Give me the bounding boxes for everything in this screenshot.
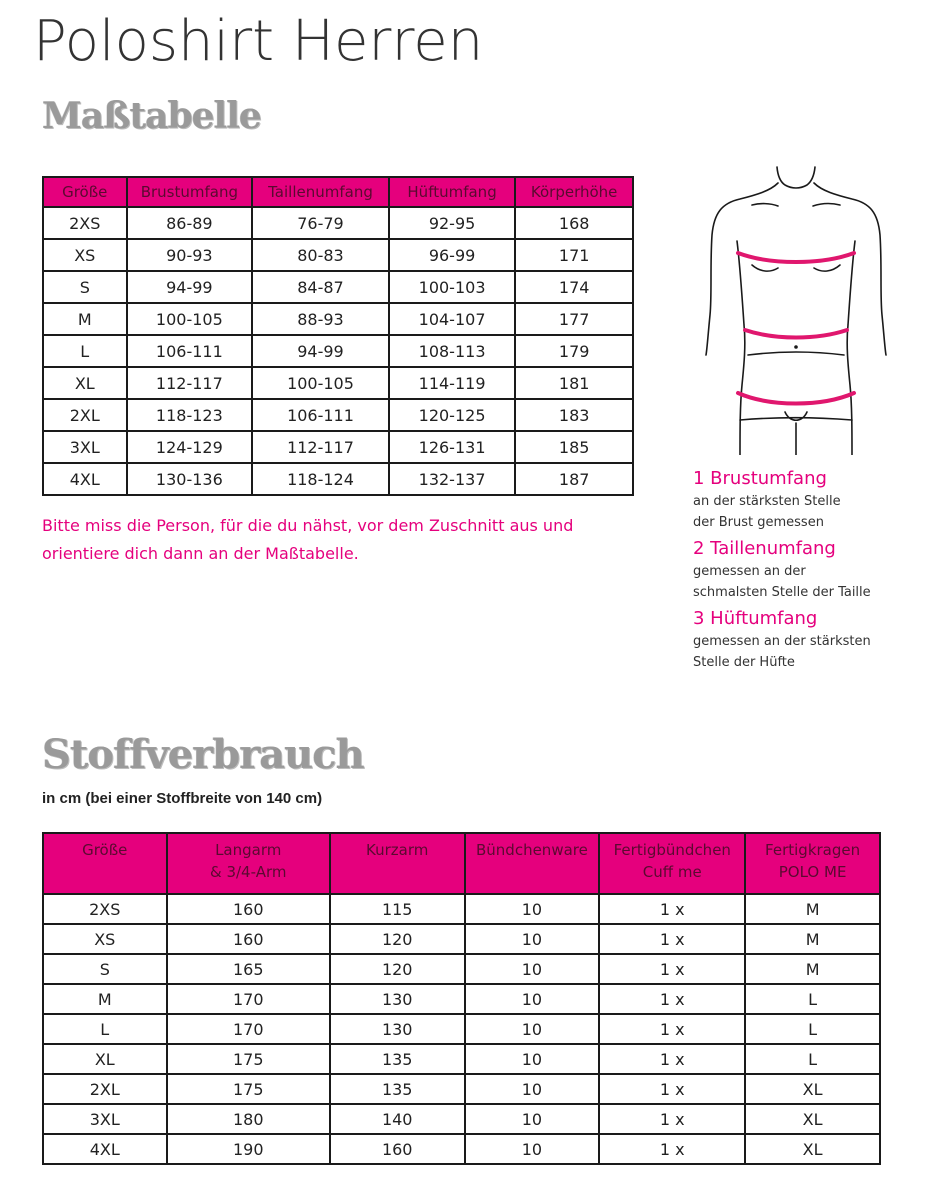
table-cell: 4XL [43, 1134, 167, 1164]
page-title: Poloshirt Herren [33, 9, 484, 74]
table-cell: 94-99 [252, 335, 389, 367]
table-row [43, 367, 633, 399]
table-row [43, 239, 633, 271]
table-cell: 170 [167, 1014, 330, 1044]
waist-measure-line [745, 330, 847, 338]
column-header [43, 833, 167, 894]
table-row [43, 954, 880, 984]
navel [794, 345, 798, 349]
column-header: Größe [43, 177, 127, 207]
table-cell: 10 [465, 1104, 600, 1134]
column-header [167, 833, 330, 894]
fabric-table-header-row [43, 833, 880, 894]
table-cell: L [43, 335, 127, 367]
table-cell: 1 x [599, 1014, 745, 1044]
table-cell: 92-95 [389, 207, 516, 239]
table-row [43, 984, 880, 1014]
table-row [43, 431, 633, 463]
table-cell: 130 [330, 984, 465, 1014]
column-header: Hüftumfang [389, 177, 516, 207]
table-cell: 130-136 [127, 463, 253, 495]
table-cell: 76-79 [252, 207, 389, 239]
table-cell: 168 [515, 207, 633, 239]
table-cell: 3XL [43, 431, 127, 463]
table-cell: M [43, 303, 127, 335]
legend-desc-line: der Brust gemessen [693, 515, 824, 530]
table-row [43, 1104, 880, 1134]
table-cell: 96-99 [389, 239, 516, 271]
fabric-usage-subnote: in cm (bei einer Stoffbreite von 140 cm) [42, 790, 323, 807]
body-measurement-figure [690, 155, 920, 455]
table-cell: 174 [515, 271, 633, 303]
table-cell: 185 [515, 431, 633, 463]
table-cell: 100-103 [389, 271, 516, 303]
table-cell: 2XS [43, 894, 167, 924]
table-cell: 140 [330, 1104, 465, 1134]
table-row [43, 463, 633, 495]
column-header [465, 833, 600, 894]
table-cell: 175 [167, 1074, 330, 1104]
table-cell: 112-117 [252, 431, 389, 463]
table-cell: L [745, 1044, 880, 1074]
column-header-line: POLO ME [778, 863, 847, 881]
table-cell: 118-123 [127, 399, 253, 431]
table-row [43, 335, 633, 367]
table-cell: 132-137 [389, 463, 516, 495]
table-cell: 104-107 [389, 303, 516, 335]
table-row [43, 207, 633, 239]
table-cell: 94-99 [127, 271, 253, 303]
table-cell: 4XL [43, 463, 127, 495]
table-row [43, 924, 880, 954]
table-cell: 10 [465, 924, 600, 954]
legend-desc-line: gemessen an der stärksten [693, 634, 871, 649]
legend-title: 1 Brustumfang [693, 468, 827, 489]
table-cell: M [745, 894, 880, 924]
table-row [43, 1044, 880, 1074]
size-chart-header-row [43, 177, 633, 207]
table-cell: 177 [515, 303, 633, 335]
legend-title: 3 Hüftumfang [693, 608, 818, 629]
table-cell: L [43, 1014, 167, 1044]
column-header: Taillenumfang [252, 177, 389, 207]
table-cell: 171 [515, 239, 633, 271]
table-cell: 2XL [43, 399, 127, 431]
size-chart-table [42, 176, 634, 496]
table-cell: XL [745, 1074, 880, 1104]
table-cell: 124-129 [127, 431, 253, 463]
table-cell: 1 x [599, 984, 745, 1014]
table-cell: 187 [515, 463, 633, 495]
table-cell: 165 [167, 954, 330, 984]
table-cell: 175 [167, 1044, 330, 1074]
column-header: Körperhöhe [515, 177, 633, 207]
table-cell: M [43, 984, 167, 1014]
table-cell: 160 [167, 924, 330, 954]
table-row [43, 1134, 880, 1164]
table-cell: XS [43, 239, 127, 271]
legend-desc-line: gemessen an der [693, 564, 806, 579]
column-header-line: Fertigkragen [765, 841, 861, 859]
legend-desc-line: an der stärksten Stelle [693, 494, 841, 509]
table-cell: 190 [167, 1134, 330, 1164]
table-cell: 84-87 [252, 271, 389, 303]
column-header: Brustumfang [127, 177, 253, 207]
size-chart-heading: Maßtabelle [42, 95, 261, 137]
table-cell: 10 [465, 1074, 600, 1104]
table-cell: 100-105 [252, 367, 389, 399]
table-cell: 135 [330, 1074, 465, 1104]
table-cell: 170 [167, 984, 330, 1014]
table-cell: S [43, 954, 167, 984]
table-cell: 120 [330, 924, 465, 954]
chest-measure-line [738, 253, 854, 262]
table-cell: 126-131 [389, 431, 516, 463]
table-cell: 130 [330, 1014, 465, 1044]
legend-desc-line: Stelle der Hüfte [693, 655, 795, 670]
measure-instruction-line-2: orientiere dich dann an der Maßtabelle. [42, 544, 359, 563]
table-cell: 160 [167, 894, 330, 924]
table-cell: XS [43, 924, 167, 954]
fabric-usage-heading: Stoffverbrauch [42, 731, 364, 778]
table-cell: 86-89 [127, 207, 253, 239]
column-header-line: Fertigbündchen [613, 841, 731, 859]
table-cell: 1 x [599, 924, 745, 954]
measurement-legend [693, 467, 933, 677]
table-cell: 10 [465, 894, 600, 924]
column-header-line: Bündchenware [476, 841, 588, 859]
table-cell: 10 [465, 1044, 600, 1074]
legend-item-hip [693, 607, 933, 673]
table-cell: M [745, 954, 880, 984]
legend-desc-line: schmalsten Stelle der Taille [693, 585, 871, 600]
column-header-line: Größe [82, 841, 128, 859]
table-cell: 3XL [43, 1104, 167, 1134]
table-cell: 10 [465, 954, 600, 984]
column-header-line: & 3/4-Arm [210, 863, 287, 881]
table-row [43, 894, 880, 924]
table-cell: L [745, 984, 880, 1014]
table-cell: 2XL [43, 1074, 167, 1104]
table-cell: 10 [465, 984, 600, 1014]
table-cell: 90-93 [127, 239, 253, 271]
table-cell: XL [43, 367, 127, 399]
column-header [745, 833, 880, 894]
table-cell: 179 [515, 335, 633, 367]
table-row [43, 399, 633, 431]
table-row [43, 303, 633, 335]
measure-instruction [42, 512, 642, 568]
fabric-usage-table [42, 832, 881, 1165]
table-row [43, 1014, 880, 1044]
table-cell: 115 [330, 894, 465, 924]
table-cell: M [745, 924, 880, 954]
table-cell: 118-124 [252, 463, 389, 495]
legend-title: 2 Taillenumfang [693, 538, 836, 559]
legend-item-waist [693, 537, 933, 603]
legend-item-chest [693, 467, 933, 533]
column-header-line: Cuff me [642, 863, 702, 881]
table-cell: 120 [330, 954, 465, 984]
table-cell: 1 x [599, 1074, 745, 1104]
table-cell: 180 [167, 1104, 330, 1134]
table-cell: XL [43, 1044, 167, 1074]
column-header [599, 833, 745, 894]
table-cell: 88-93 [252, 303, 389, 335]
table-cell: 120-125 [389, 399, 516, 431]
table-cell: XL [745, 1134, 880, 1164]
torso-outline [706, 167, 886, 455]
table-cell: 1 x [599, 1134, 745, 1164]
table-cell: 112-117 [127, 367, 253, 399]
table-cell: 100-105 [127, 303, 253, 335]
table-cell: 1 x [599, 954, 745, 984]
table-cell: XL [745, 1104, 880, 1134]
table-cell: 135 [330, 1044, 465, 1074]
table-cell: 2XS [43, 207, 127, 239]
table-cell: 10 [465, 1014, 600, 1044]
table-cell: S [43, 271, 127, 303]
table-row [43, 1074, 880, 1104]
table-cell: L [745, 1014, 880, 1044]
column-header [330, 833, 465, 894]
table-cell: 160 [330, 1134, 465, 1164]
hip-measure-line [738, 393, 854, 404]
table-cell: 181 [515, 367, 633, 399]
table-cell: 106-111 [252, 399, 389, 431]
table-cell: 183 [515, 399, 633, 431]
table-cell: 108-113 [389, 335, 516, 367]
table-cell: 1 x [599, 894, 745, 924]
table-cell: 80-83 [252, 239, 389, 271]
table-cell: 10 [465, 1134, 600, 1164]
table-cell: 114-119 [389, 367, 516, 399]
table-cell: 1 x [599, 1104, 745, 1134]
measure-instruction-line-1: Bitte miss die Person, für die du nähst, vor dem Zuschnitt aus und [42, 516, 574, 535]
table-cell: 106-111 [127, 335, 253, 367]
column-header-line: Langarm [215, 841, 282, 859]
table-row [43, 271, 633, 303]
column-header-line: Kurzarm [366, 841, 429, 859]
table-cell: 1 x [599, 1044, 745, 1074]
